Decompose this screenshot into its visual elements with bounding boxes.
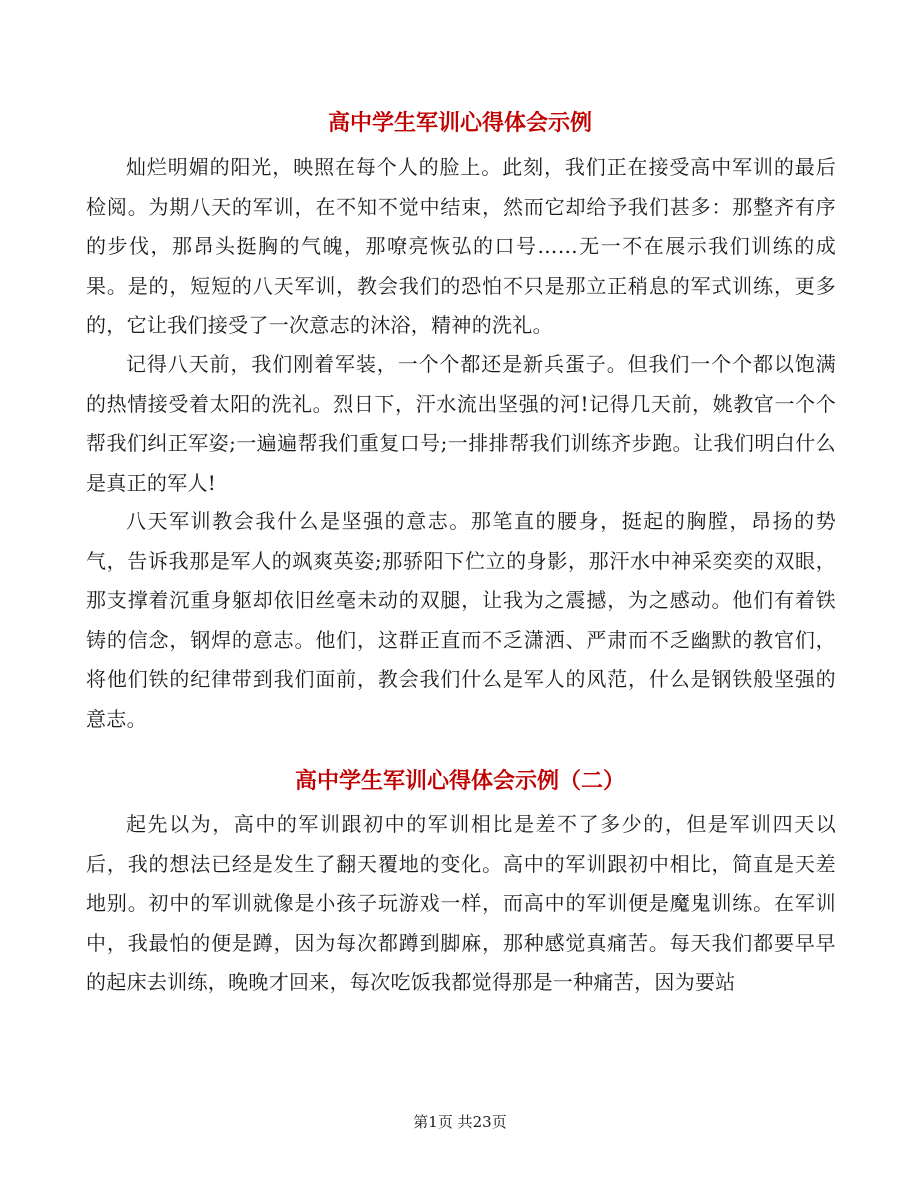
paragraph-4: 起先以为，高中的军训跟初中的军训相比是差不了多少的，但是军训四天以后，我的想法已经是发生了翻天覆地的变化。高中的军训跟初中相比，简直是天差地别。初中的军训就像是小孩子玩游戏一样，而高中的军训便是魔鬼训练。在军训中，我最怕的便是蹲，因为每次都蹲到脚麻，那种感觉真痛苦。每天我们都要早早的起床去训练，晚晚才回来，每次吃饭我都觉得那是一种痛苦，因为要站	[86, 812, 836, 994]
paragraph-1: 灿烂明媚的阳光，映照在每个人的脸上。此刻，我们正在接受高中军训的最后检阅。为期八天的军训，在不知不觉中结束，然而它却给予我们甚多：那整齐有序的步伐，那昂头挺胸的气魄，那嘹亮恢弘的口号……无一不在展示我们训练的成果。是的，短短的八天军训，教会我们的恐怕不只是那立正稍息的军式训练，更多的，它让我们接受了一次意志的沐浴，精神的洗礼。	[86, 155, 836, 337]
document-title: 高中学生军训心得体会示例	[327, 110, 592, 136]
paragraph-3: 八天军训教会我什么是坚强的意志。那笔直的腰身，挺起的胸膛，昂扬的势气，告诉我那是军人的飒爽英姿;那骄阳下伫立的身影，那汗水中神采奕奕的双眼，那支撑着沉重身躯却依旧丝毫未动的双腿，让我为之震撼，为之感动。他们有着铁铸的信念，钢焊的意志。他们，这群正直而不乏潇洒、严肃而不乏幽默的教官们，将他们铁的纪律带到我们面前，教会我们什么是军人的风范，什么是钢铁般坚强的意志。	[86, 509, 836, 731]
paragraph-2: 记得八天前，我们刚着军装，一个个都还是新兵蛋子。但我们一个个都以饱满的热情接受着太阳的洗礼。烈日下，汗水流出坚强的河!记得几天前，姚教官一个个帮我们纠正军姿;一遍遍帮我们重复口号;一排排帮我们训练齐步跑。让我们明白什么是真正的军人!	[86, 352, 836, 495]
section-title: 高中学生军训心得体会示例（二）	[294, 768, 625, 794]
page-footer: 第1页 共23页	[413, 1113, 507, 1131]
